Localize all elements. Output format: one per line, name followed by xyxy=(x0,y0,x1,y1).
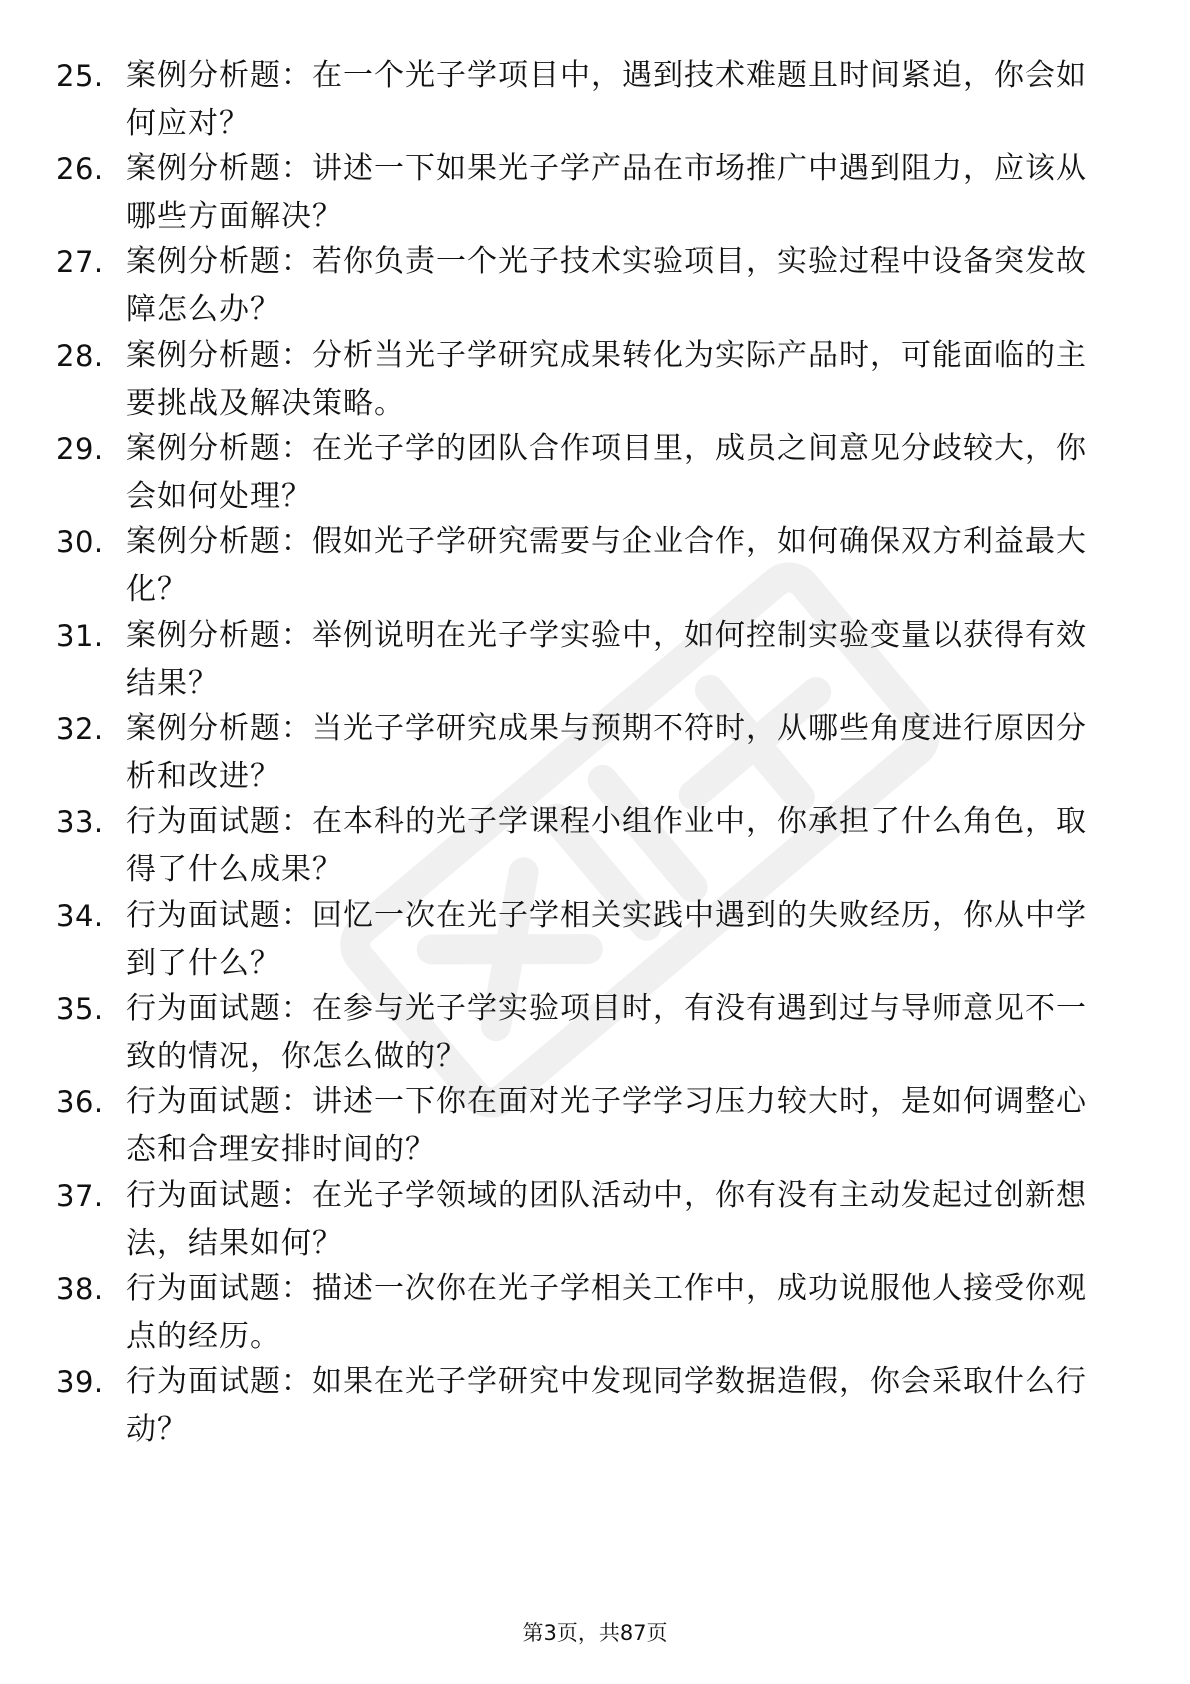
question-number: 35. xyxy=(56,992,104,1026)
question-number: 30. xyxy=(56,525,104,559)
question-item xyxy=(0,425,1190,525)
question-text-block xyxy=(126,1078,1111,1174)
question-item xyxy=(0,1078,1190,1178)
question-item xyxy=(0,1358,1190,1458)
question-category: 行为面试题： xyxy=(126,991,312,1026)
question-number: 32. xyxy=(56,712,104,746)
question-text-block xyxy=(126,798,1111,894)
question-number: 25. xyxy=(56,59,104,93)
question-category: 案例分析题： xyxy=(126,431,312,466)
question-body: 回忆一次在光子学相关实践中遇到的失败经历，你从中学到了什么？ xyxy=(126,898,1087,981)
question-category: 行为面试题： xyxy=(126,1178,312,1213)
question-category: 案例分析题： xyxy=(126,618,312,653)
question-category: 案例分析题： xyxy=(126,524,312,559)
question-text-block xyxy=(126,145,1111,241)
question-category: 行为面试题： xyxy=(126,804,312,839)
question-number: 38. xyxy=(56,1272,104,1306)
question-number: 28. xyxy=(56,339,104,373)
question-number: 26. xyxy=(56,152,104,186)
question-item xyxy=(0,1265,1190,1365)
question-body: 举例说明在光子学实验中，如何控制实验变量以获得有效结果？ xyxy=(126,618,1087,701)
question-text-block xyxy=(126,238,1111,334)
question-body: 描述一次你在光子学相关工作中，成功说服他人接受你观点的经历。 xyxy=(126,1271,1087,1354)
question-text-block xyxy=(126,425,1111,521)
question-category: 行为面试题： xyxy=(126,1271,312,1306)
question-body: 讲述一下你在面对光子学学习压力较大时，是如何调整心态和合理安排时间的？ xyxy=(126,1084,1087,1167)
question-item xyxy=(0,705,1190,805)
question-text-block xyxy=(126,52,1111,148)
question-number: 29. xyxy=(56,432,104,466)
question-item xyxy=(0,892,1190,992)
question-text-block xyxy=(126,332,1111,428)
question-body: 如果在光子学研究中发现同学数据造假，你会采取什么行动？ xyxy=(126,1364,1087,1447)
question-category: 案例分析题： xyxy=(126,338,312,373)
question-category: 案例分析题： xyxy=(126,58,312,93)
question-text-block xyxy=(126,612,1111,708)
question-body: 讲述一下如果光子学产品在市场推广中遇到阻力，应该从哪些方面解决？ xyxy=(126,151,1087,234)
page-number-footer: 第3页，共87页 xyxy=(522,1621,668,1645)
question-item xyxy=(0,798,1190,898)
question-text-block xyxy=(126,892,1111,988)
question-number: 39. xyxy=(56,1365,104,1399)
question-category: 案例分析题： xyxy=(126,711,312,746)
question-body: 在参与光子学实验项目时，有没有遇到过与导师意见不一致的情况，你怎么做的？ xyxy=(126,991,1087,1074)
question-body: 在一个光子学项目中，遇到技术难题且时间紧迫，你会如何应对？ xyxy=(126,58,1087,141)
question-category: 行为面试题： xyxy=(126,1084,312,1119)
question-number: 33. xyxy=(56,805,104,839)
question-body: 在光子学领域的团队活动中，你有没有主动发起过创新想法，结果如何？ xyxy=(126,1178,1087,1261)
question-category: 案例分析题： xyxy=(126,244,312,279)
question-item xyxy=(0,332,1190,432)
question-item xyxy=(0,238,1190,338)
question-item xyxy=(0,612,1190,712)
question-item xyxy=(0,985,1190,1085)
question-text-block xyxy=(126,518,1111,614)
question-category: 案例分析题： xyxy=(126,151,312,186)
question-number: 31. xyxy=(56,619,104,653)
question-body: 若你负责一个光子技术实验项目，实验过程中设备突发故障怎么办？ xyxy=(126,244,1087,327)
question-body: 当光子学研究成果与预期不符时，从哪些角度进行原因分析和改进？ xyxy=(126,711,1087,794)
question-body: 在本科的光子学课程小组作业中，你承担了什么角色，取得了什么成果？ xyxy=(126,804,1087,887)
question-category: 行为面试题： xyxy=(126,1364,312,1399)
question-number: 27. xyxy=(56,245,104,279)
question-number: 37. xyxy=(56,1179,104,1213)
question-category: 行为面试题： xyxy=(126,898,312,933)
question-body: 假如光子学研究需要与企业合作，如何确保双方利益最大化？ xyxy=(126,524,1087,607)
question-item xyxy=(0,145,1190,245)
question-text-block xyxy=(126,1358,1111,1454)
question-body: 分析当光子学研究成果转化为实际产品时，可能面临的主要挑战及解决策略。 xyxy=(126,338,1087,421)
question-text-block xyxy=(126,1172,1111,1268)
question-number: 34. xyxy=(56,899,104,933)
question-text-block xyxy=(126,1265,1111,1361)
question-item xyxy=(0,52,1190,152)
question-text-block xyxy=(126,985,1111,1081)
question-number: 36. xyxy=(56,1085,104,1119)
question-item xyxy=(0,518,1190,618)
question-item xyxy=(0,1172,1190,1272)
question-body: 在光子学的团队合作项目里，成员之间意见分歧较大，你会如何处理？ xyxy=(126,431,1087,514)
question-text-block xyxy=(126,705,1111,801)
